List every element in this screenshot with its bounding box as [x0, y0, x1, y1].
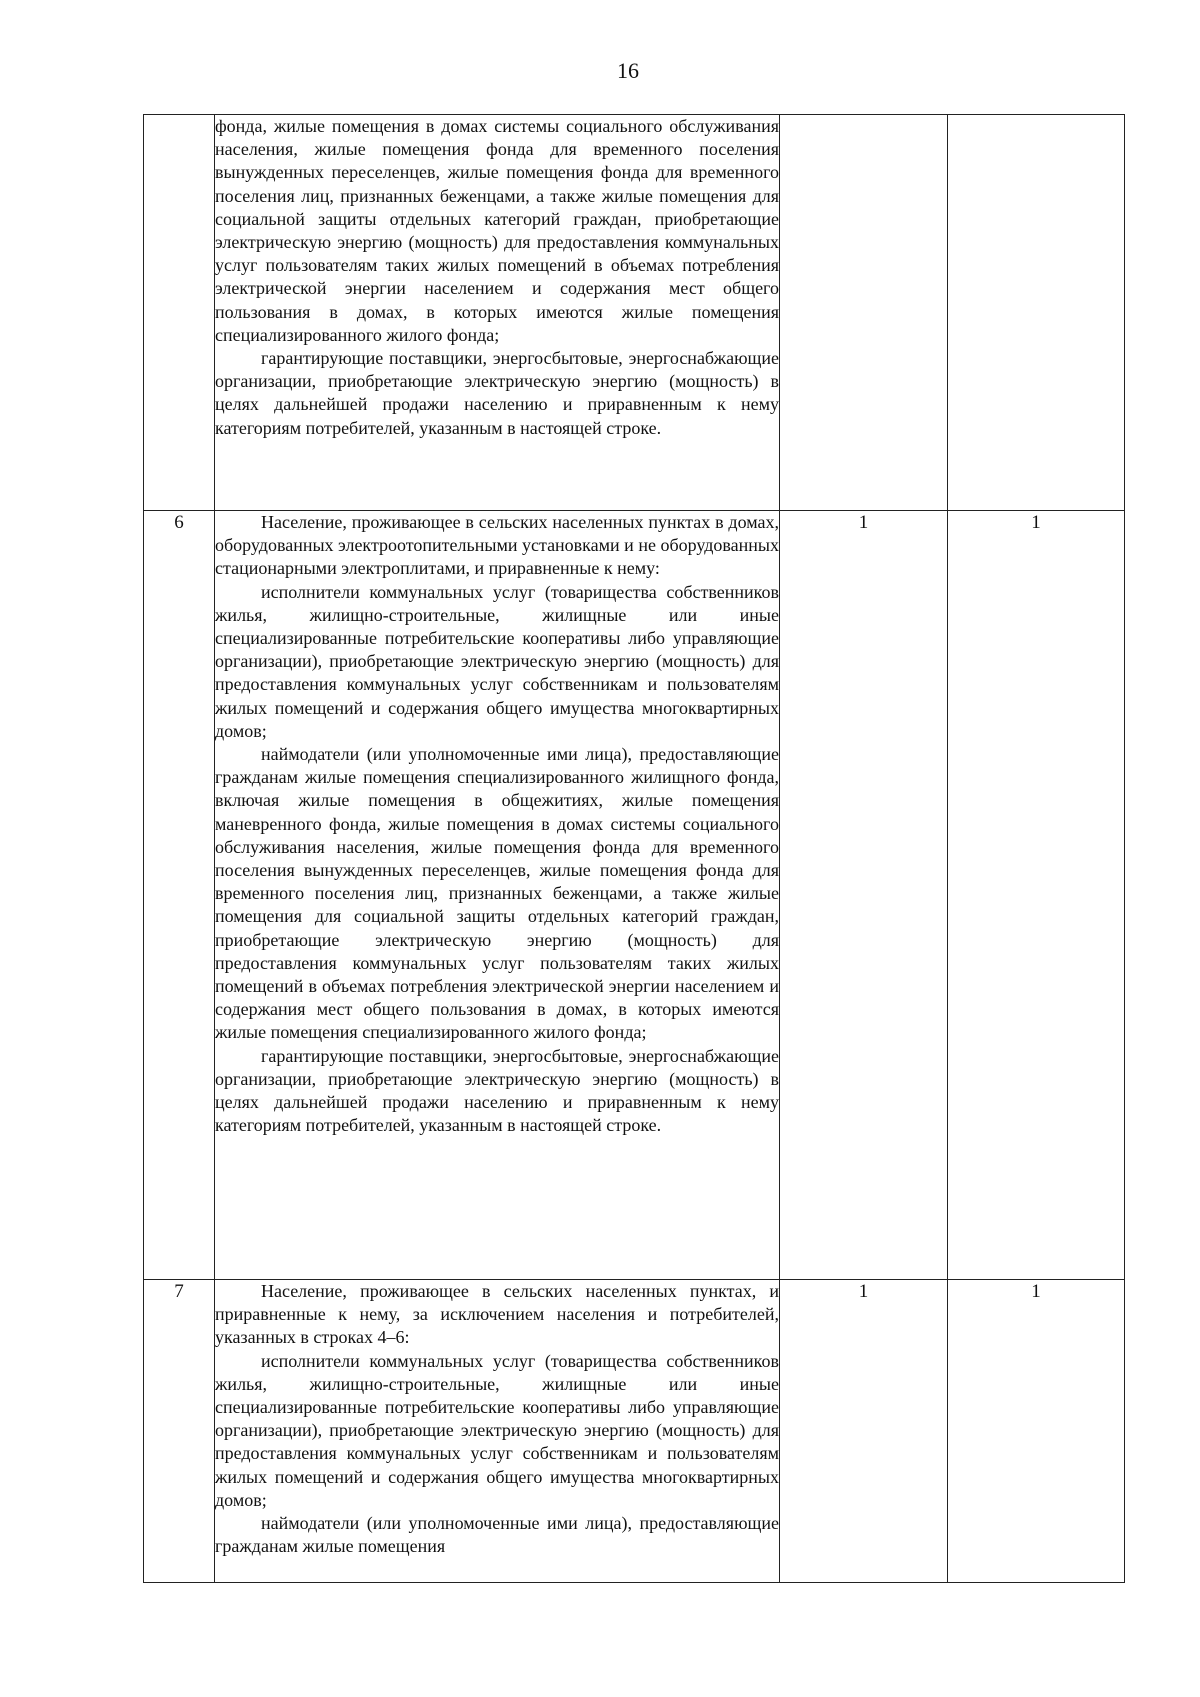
paragraph: Население, проживающее в сельских населенных пунктах, и приравненные к нему, за исключением населения и потребителей, указанных в строках 4–6: [215, 1281, 779, 1348]
paragraph: Население, проживающее в сельских населенных пунктах в домах, оборудованных электроотопительными установками и не оборудованных стационарными электроплитами, и приравненные к нему: [215, 512, 779, 579]
paragraph: исполнители коммунальных услуг (товарищества собственников жилья, жилищно-строительные, жилищные или иные специализированные потребительские кооперативы либо управляющие организации), приобретающие электрическую энергию (мощность) для предоставления коммунальных услуг собственникам и пользователям жилых помещений и содержания общего имущества многоквартирных домов; [215, 581, 779, 741]
value-cell-2: 1 [948, 1280, 1125, 1583]
row-description-cell [215, 511, 780, 1280]
paragraph: наймодатели (или уполномоченные ими лица), предоставляющие гражданам жилые помещения [215, 1513, 779, 1557]
value-cell-1: 1 [780, 1280, 948, 1583]
row-number-cell: 7 [144, 1280, 215, 1583]
paragraph: наймодатели (или уполномоченные ими лица), предоставляющие гражданам жилые помещения специализированного жилищного фонда, включая жилые помещения в общежитиях, жилые помещения маневренного фонда, жилые помещения в домах системы социального обслуживания населения, жилые помещения фонда для временного поселения вынужденных переселенцев, жилые помещения фонда для временного поселения лиц, признанных беженцами, а также жилые помещения для социальной защиты отдельных категорий граждан, приобретающие электрическую энергию (мощность) для предоставления коммунальных услуг пользователям таких жилых помещений в объемах потребления электрической энергии населением и содержания мест общего пользования в домах, в которых имеются жилые помещения специализированного жилого фонда; [215, 744, 779, 1043]
paragraph: фонда, жилые помещения в домах системы социального обслуживания населения, жилые помещения фонда для временного поселения вынужденных переселенцев, жилые помещения фонда для временного поселения лиц, признанных беженцами, а также жилые помещения для социальной защиты отдельных категорий граждан, приобретающие электрическую энергию (мощность) для предоставления коммунальных услуг пользователям таких жилых помещений в объемах потребления электрической энергии населением и содержания мест общего пользования в домах, в которых имеются жилые помещения специализированного жилого фонда; [215, 116, 779, 345]
page-number: 16 [617, 58, 639, 83]
tariff-table [143, 114, 1125, 1583]
table-row-6 [144, 511, 1125, 1280]
row-number-cell [144, 115, 215, 511]
row-number-cell: 6 [144, 511, 215, 1280]
paragraph: исполнители коммунальных услуг (товарищества собственников жилья, жилищно-строительные, жилищные или иные специализированные потребительские кооперативы либо управляющие организации), приобретающие электрическую энергию (мощность) для предоставления коммунальных услуг собственникам и пользователям жилых помещений и содержания общего имущества многоквартирных домов; [215, 1350, 779, 1510]
value-cell-1: 1 [780, 511, 948, 1280]
value-cell-1 [780, 115, 948, 511]
table-row-7 [144, 1280, 1125, 1583]
row-description-cell [215, 1280, 780, 1583]
table-row-continued [144, 115, 1125, 511]
value-cell-2: 1 [948, 511, 1125, 1280]
row-description-cell [215, 115, 780, 511]
paragraph: гарантирующие поставщики, энергосбытовые, энергоснабжающие организации, приобретающие электрическую энергию (мощность) в целях дальнейшей продажи населению и приравненным к нему категориям потребителей, указанным в настоящей строке. [215, 1045, 779, 1136]
value-cell-2 [948, 115, 1125, 511]
paragraph: гарантирующие поставщики, энергосбытовые, энергоснабжающие организации, приобретающие электрическую энергию (мощность) в целях дальнейшей продажи населению и приравненным к нему категориям потребителей, указанным в настоящей строке. [215, 348, 779, 438]
